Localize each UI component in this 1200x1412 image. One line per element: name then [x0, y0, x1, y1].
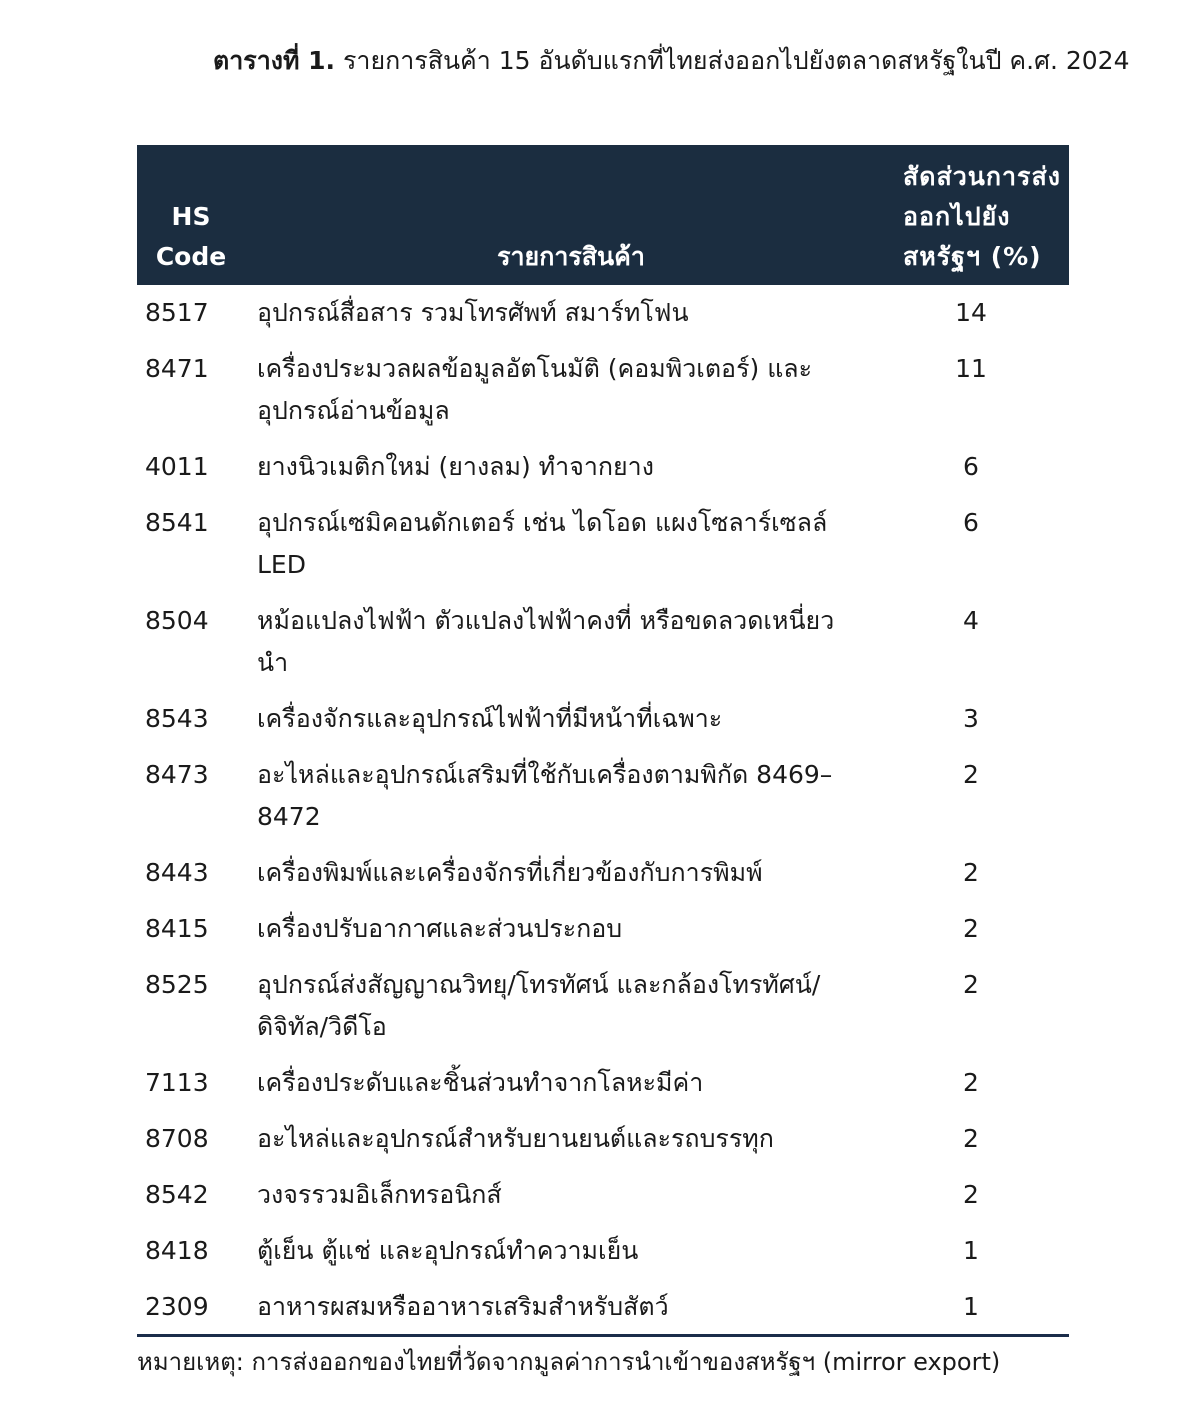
item-cell: อะไหล่และอุปกรณ์สำหรับยานยนต์และรถบรรทุก [257, 1124, 774, 1153]
table-row [137, 691, 1069, 747]
share-cell: 2 [963, 1124, 979, 1153]
share-cell: 3 [963, 704, 979, 733]
share-cell: 1 [897, 1279, 1069, 1336]
table-row [137, 1223, 1069, 1279]
caption-label: ตารางที่ 1. [213, 46, 336, 75]
hs-code-cell: 8415 [145, 914, 209, 943]
item-cell: อะไหล่และอุปกรณ์เสริมที่ใช้กับเครื่องตามพิกัด 8469–8472 [257, 760, 833, 831]
table-row [137, 901, 1069, 957]
header-row [137, 145, 1069, 285]
hs-code-cell: 8517 [145, 298, 209, 327]
table-row [137, 439, 1069, 495]
item-cell: เครื่องจักรและอุปกรณ์ไฟฟ้าที่มีหน้าที่เฉพาะ [257, 704, 723, 733]
hs-code-cell: 8542 [145, 1180, 209, 1209]
item-cell: ตู้เย็น ตู้แช่ และอุปกรณ์ทำความเย็น [257, 1236, 639, 1265]
hs-code-cell: 4011 [145, 452, 209, 481]
hs-code-cell: 8418 [145, 1236, 209, 1265]
table-row [137, 341, 1069, 439]
hs-code-cell: 8473 [145, 760, 209, 789]
hs-code-cell: 7113 [145, 1068, 209, 1097]
item-cell: อาหารผสมหรืออาหารเสริมสำหรับสัตว์ [245, 1279, 897, 1336]
item-cell: หม้อแปลงไฟฟ้า ตัวแปลงไฟฟ้าคงที่ หรือขดลวดเหนี่ยวนำ [257, 606, 835, 677]
export-table-container [137, 145, 1069, 1337]
share-cell: 2 [963, 858, 979, 887]
table-row [137, 957, 1069, 1055]
table-row [137, 747, 1069, 845]
table-caption [137, 38, 1137, 84]
hs-code-cell: 8504 [145, 606, 209, 635]
table-row [137, 1111, 1069, 1167]
export-table [137, 145, 1069, 1337]
share-cell: 2 [963, 1180, 979, 1209]
hs-code-cell: 8708 [145, 1124, 209, 1153]
share-cell: 2 [963, 914, 979, 943]
table-row [137, 1167, 1069, 1223]
table-header [137, 145, 1069, 285]
table-row [137, 845, 1069, 901]
caption-text: รายการสินค้า 15 อันดับแรกที่ไทยส่งออกไปยังตลาดสหรัฐในปี ค.ศ. 2024 [342, 46, 1130, 75]
item-cell: วงจรรวมอิเล็กทรอนิกส์ [257, 1180, 502, 1209]
column-header-share: สัดส่วนการส่งออกไปยังสหรัฐฯ (%) [903, 162, 1061, 271]
item-cell: อุปกรณ์ส่งสัญญาณวิทยุ/โทรทัศน์ และกล้องโทรทัศน์/ดิจิทัล/วิดีโอ [257, 970, 821, 1041]
hs-code-cell: 8541 [145, 508, 209, 537]
hs-code-cell: 8443 [145, 858, 209, 887]
share-cell: 11 [955, 354, 987, 383]
item-cell: เครื่องประดับและชิ้นส่วนทำจากโลหะมีค่า [257, 1068, 704, 1097]
hs-code-cell: 8471 [145, 354, 209, 383]
share-cell: 2 [963, 760, 979, 789]
hs-code-cell: 8525 [145, 970, 209, 999]
share-cell: 6 [963, 452, 979, 481]
column-header-hs-code: HS Code [155, 202, 227, 271]
table-row [137, 1279, 1069, 1336]
table-row [137, 285, 1069, 341]
share-cell: 1 [963, 1236, 979, 1265]
item-cell: อุปกรณ์สื่อสาร รวมโทรศัพท์ สมาร์ทโฟน [257, 298, 689, 327]
share-cell: 6 [963, 508, 979, 537]
table-row [137, 593, 1069, 691]
share-cell: 14 [955, 298, 987, 327]
column-header-item: รายการสินค้า [497, 242, 645, 271]
share-cell: 2 [963, 970, 979, 999]
item-cell: เครื่องประมวลผลข้อมูลอัตโนมัติ (คอมพิวเตอร์) และอุปกรณ์อ่านข้อมูล [257, 354, 813, 425]
item-cell: ยางนิวเมติกใหม่ (ยางลม) ทำจากยาง [257, 452, 654, 481]
item-cell: เครื่องปรับอากาศและส่วนประกอบ [257, 914, 623, 943]
table-footnote: หมายเหตุ: การส่งออกของไทยที่วัดจากมูลค่าการนำเข้าของสหรัฐฯ (mirror export) [137, 1348, 1001, 1376]
hs-code-cell: 8543 [145, 704, 209, 733]
item-cell: เครื่องพิมพ์และเครื่องจักรที่เกี่ยวข้องกับการพิมพ์ [257, 858, 763, 887]
share-cell: 2 [963, 1068, 979, 1097]
item-cell: อุปกรณ์เซมิคอนดักเตอร์ เช่น ไดโอด แผงโซลาร์เซลล์ LED [257, 508, 828, 579]
table-body [137, 285, 1069, 1336]
share-cell: 4 [963, 606, 979, 635]
hs-code-cell: 2309 [137, 1279, 245, 1336]
table-row [137, 495, 1069, 593]
table-row [137, 1055, 1069, 1111]
